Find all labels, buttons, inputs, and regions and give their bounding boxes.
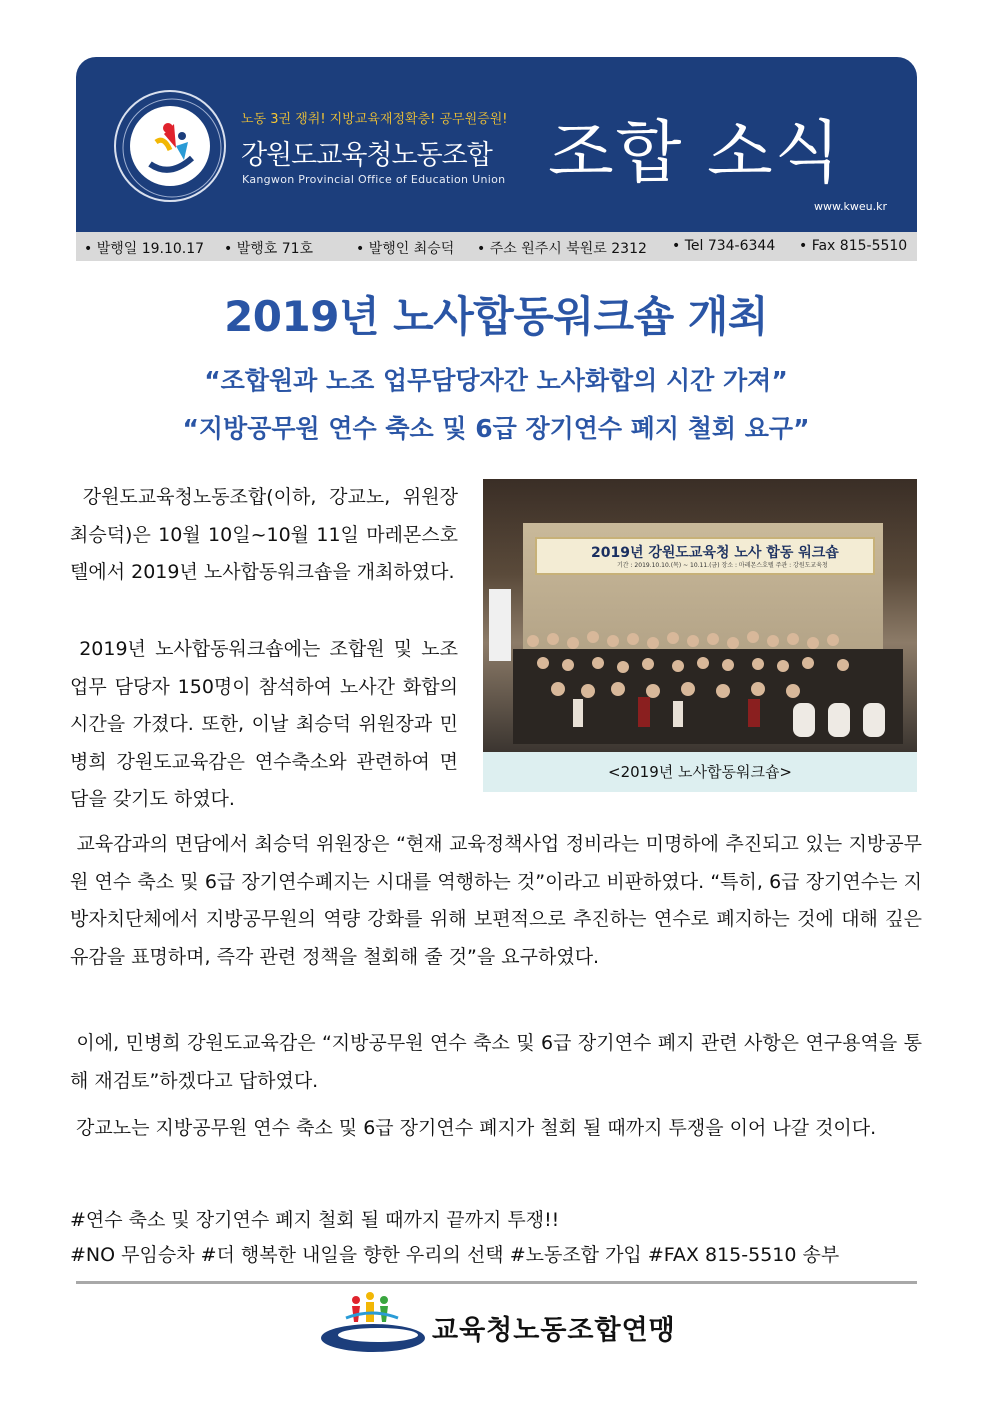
- telephone: • Tel 734-6344: [672, 238, 776, 254]
- article-subhead: “지방공무원 연수 축소 및 6급 장기연수 폐지 철회 요구”: [182, 414, 810, 443]
- header-banner: [76, 57, 917, 232]
- footer-divider: [76, 1281, 917, 1284]
- article-subhead: “조합원과 노조 업무담당자간 노사화합의 시간 가져”: [204, 366, 788, 395]
- hashtags: #연수 축소 및 장기연수 폐지 철회 될 때까지 끝까지 투쟁!!: [70, 1209, 560, 1231]
- federation-logo-icon: [318, 1288, 428, 1358]
- newsletter-title: 조합 소식: [548, 114, 843, 193]
- slogan: 노동 3권 쟁취! 지방교육재정확충! 공무원증원!: [241, 112, 508, 127]
- workshop-photo: [483, 479, 917, 752]
- website-link[interactable]: www.kweu.kr: [814, 200, 887, 213]
- paragraph: 강교노는 지방공무원 연수 축소 및 6급 장기연수 폐지가 철회 될 때까지 투쟁을 이어 나갈 것이다.: [76, 1117, 877, 1139]
- hashtags: #NO 무임승차 #더 행복한 내일을 향한 우리의 선택 #노동조합 가입 #FAX 815-5510 송부: [70, 1244, 840, 1266]
- org-name-english: Kangwon Provincial Office of Education Union: [242, 173, 506, 186]
- korean-flag-icon: [489, 589, 511, 661]
- paragraph: 강원도교육청노동조합(이하, 강교노, 위원장 최승덕)은 10월 10일~10월 11일 마레몬스호텔에서 2019년 노사합동워크숍을 개최하였다.: [70, 486, 458, 583]
- photo-caption: <2019년 노사합동워크숍>: [483, 752, 917, 792]
- paragraph: 2019년 노사합동워크숍에는 조합원 및 노조 업무 담당자 150명이 참석하여 노사간 화합의 시간을 가졌다. 또한, 이날 최승덕 위원장과 민병희 강원도교육감은 연수축소와 관련하여 면담을 갖기도 하였다.: [70, 638, 458, 810]
- publish-date: • 발행일 19.10.17: [84, 241, 205, 257]
- paragraph: 이에, 민병희 강원도교육감은 “지방공무원 연수 축소 및 6급 장기연수 폐지 관련 사항은 연구용역을 통해 재검토”하겠다고 답하였다.: [70, 1032, 922, 1092]
- publication-info-bar: [76, 232, 917, 261]
- logo-emblem-icon: [130, 106, 210, 186]
- article-headline: 2019년 노사합동워크숍 개최: [224, 292, 768, 341]
- photo-banner: 2019년 강원도교육청 노사 합동 워크숍 기간 : 2019.10.10.(목) ~ 10.11.(금) 장소 : 마레몬스호텔 주관 : 강원도교육청: [535, 537, 875, 575]
- union-logo: [114, 90, 226, 202]
- paragraph: 교육감과의 면담에서 최승덕 위원장은 “현재 교육정책사업 정비라는 미명하에 추진되고 있는 지방공무원 연수 축소 및 6급 장기연수폐지는 시대를 역행하는 것”이라고 비판하였다. “특히, 6급 장기연수는 지방자치단체에서 지방공무원의 역량 강화를 위해 보편적으로 추진하는 연수로 폐지하는 것에 대해 깊은 유감을 표명하며, 즉각 관련 정책을 철회해 줄 것”을 요구하였다.: [70, 833, 922, 968]
- federation-name: 교육청노동조합연맹: [432, 1315, 676, 1346]
- publisher: • 발행인 최승덕: [356, 241, 455, 257]
- white-chairs: [783, 699, 903, 739]
- address: • 주소 원주시 북원로 2312: [477, 241, 647, 257]
- fax: • Fax 815-5510: [799, 238, 908, 254]
- issue-number: • 발행호 71호: [224, 241, 314, 257]
- org-name: 강원도교육청노동조합: [241, 140, 492, 171]
